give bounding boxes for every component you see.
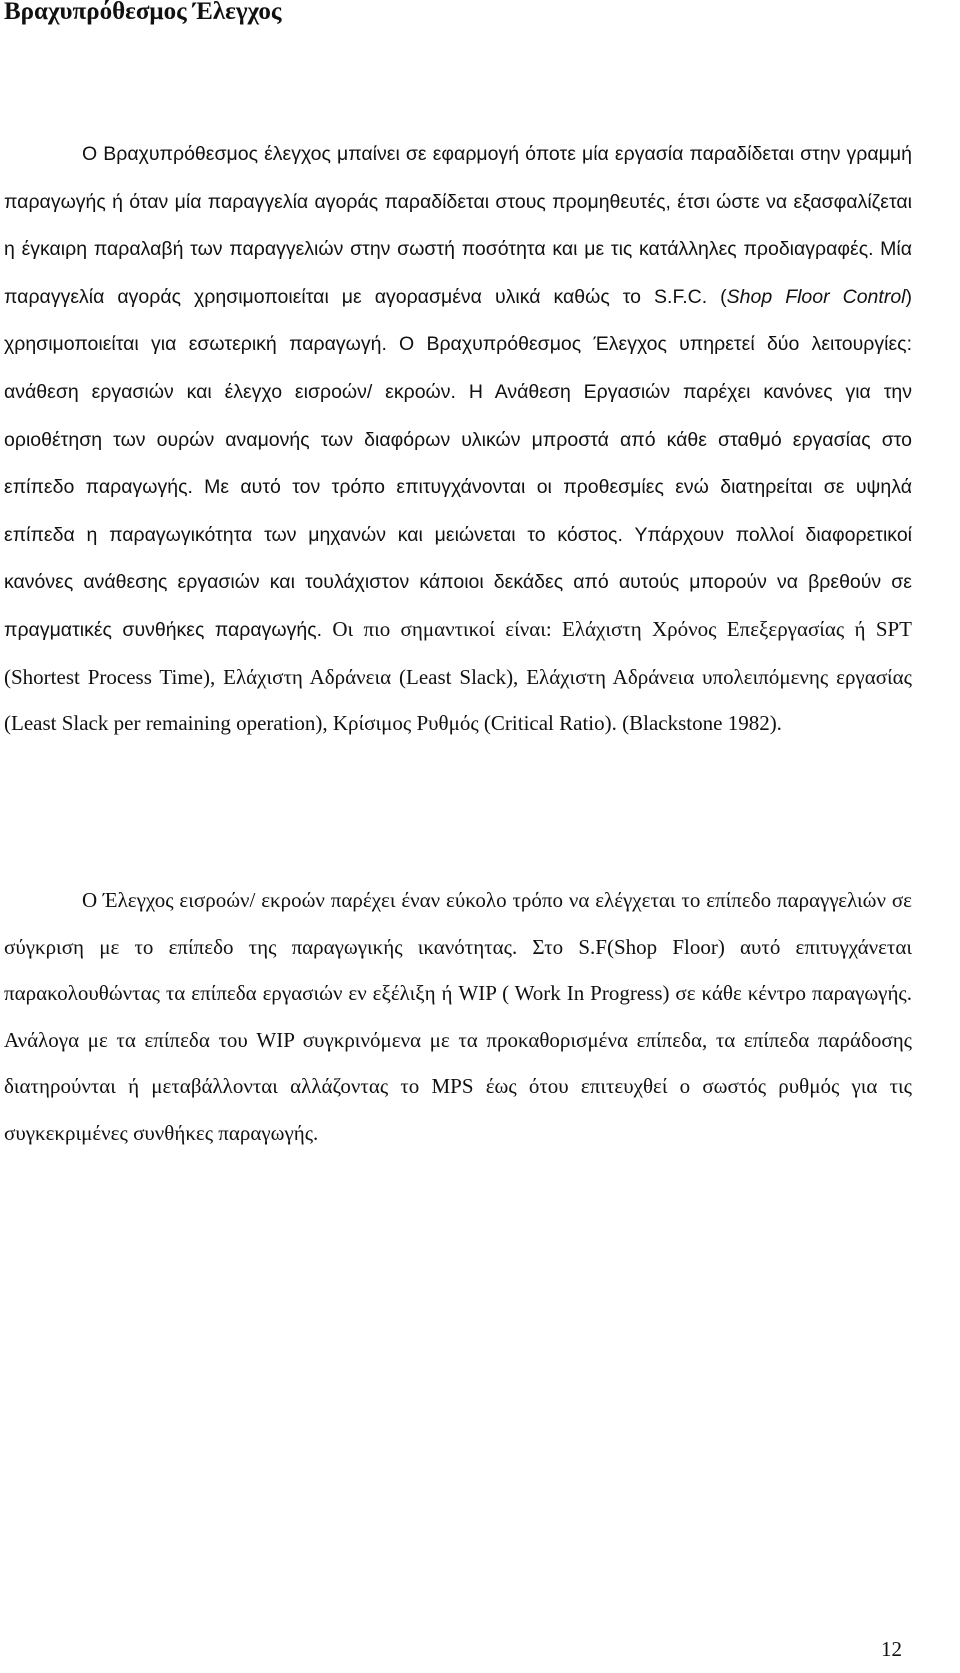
sentence-2-end: ) χρησιμοποιείται για εσωτερική παραγωγή. <box>4 285 912 356</box>
sentence-3: Ο Βραχυπρόθεσμος Έλεγχος υπηρετεί δύο λειτουργίες: ανάθεση εργασιών και έλεγχο εισροών/ εκροών. Η Ανάθεση Εργασιών παρέχει κανόνες για την οριοθέτηση των ουρών αναμονής των διαφόρων υλικών μπροστά από κάθε σταθμό εργασίας στο επίπεδο παραγωγής. <box>4 333 912 499</box>
section-title: Βραχυπρόθεσμος Έλεγχος <box>4 0 282 25</box>
sentence-6: Οι πιο σημαντικοί είναι: Ελάχιστη Χρόνος Επεξεργασίας ή SPT (Shortest Process Time), Ελάχιστη Αδράνεια (Least Slack), Ελάχιστη Αδράνεια υπολειπόμενης εργασίας (Least Slack per remaining operation), Κρίσιμος Ρυθμός (Critical Ratio). (Blackstone 1982). <box>4 616 913 736</box>
sentence-4: Με αυτό τον τρόπο επιτυγχάνονται οι προθεσμίες ενώ διατηρείται σε υψηλά επίπεδα η παραγωγικότητα των μηχανών και μειώνεται το κόστος. <box>4 476 912 546</box>
page-number: 12 <box>881 1637 902 1661</box>
paragraph-short-term-control <box>4 130 912 747</box>
paragraph-input-output-control: Ο Έλεγχος εισροών/ εκροών παρέχει έναν εύκολο τρόπο να ελέγχεται το επίπεδο παραγγελιών σε σύγκριση με το επίπεδο της παραγωγικής ικανότητας. Στο S.F(Shop Floor) αυτό επιτυγχάνεται παρακολουθώντας τα επίπεδα εργασιών εν εξέλιξη ή WIP ( Work In Progress) σε κάθε κέντρο παραγωγής. Ανάλογα με τα επίπεδα του WIP συγκρινόμενα με τα προκαθορισμένα επίπεδα, τα επίπεδα παράδοσης διατηρούνται ή μεταβάλλονται αλλάζοντας το MPS έως ότου επιτευχθεί ο σωστός ρυθμός για τις συγκεκριμένες συνθήκες παραγωγής. <box>4 888 912 1145</box>
sentence-1: Ο Βραχυπρόθεσμος έλεγχος μπαίνει σε εφαρμογή όποτε μία εργασία παραδίδεται στην γραμμή παραγωγής ή όταν μία παραγγελία αγοράς παραδίδεται στους προμηθευτές, έτσι ώστε να εξασφαλίζεται η έγκαιρη παραλαβή των παραγγελιών στην σωστή ποσότητα και με τις κατάλληλες προδιαγραφές. <box>4 143 912 261</box>
sentence-2: Μία παραγγελία αγοράς χρησιμοποιείται με αγορασμένα υλικά καθώς το S.F.C. ( <box>4 238 912 308</box>
sentence-2-italic-term: Shop Floor Control <box>726 285 906 308</box>
sentence-5: Υπάρχουν πολλοί διαφορετικοί κανόνες ανάθεσης εργασιών και τουλάχιστον κάποιοι δεκάδες από αυτούς μπορούν να βρεθούν σε πραγματικές συνθήκες παραγωγής. <box>4 523 912 641</box>
